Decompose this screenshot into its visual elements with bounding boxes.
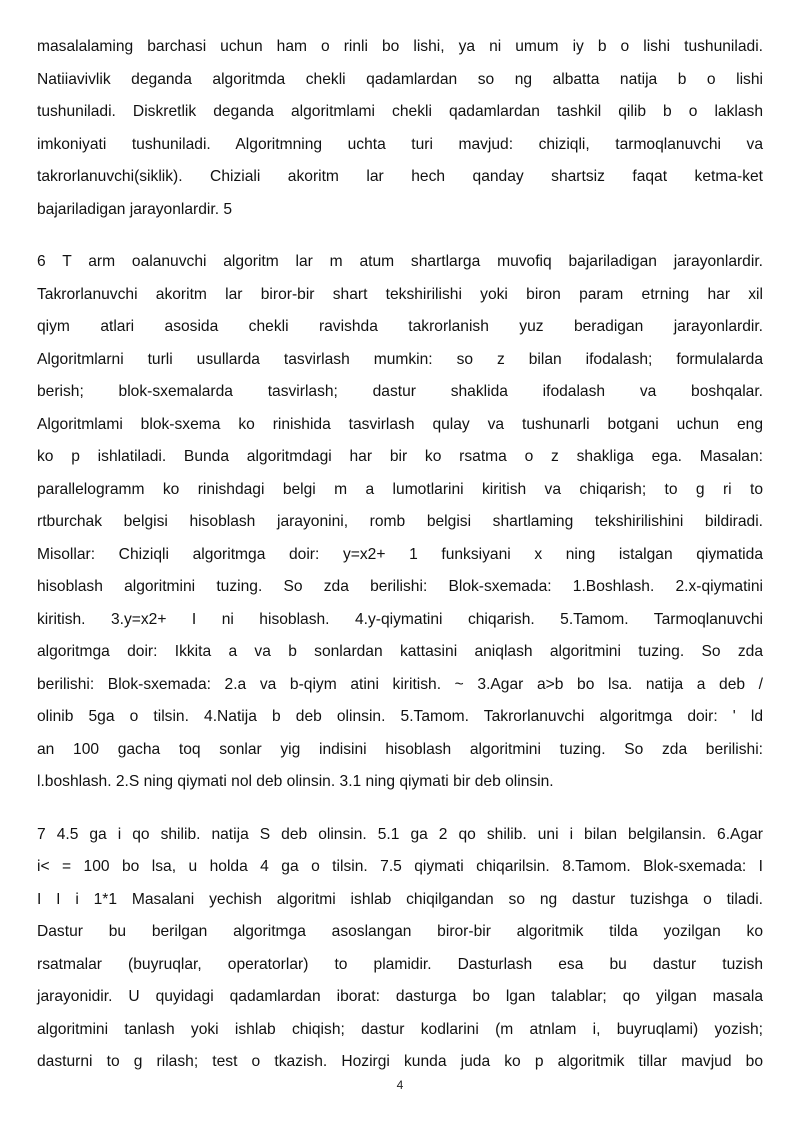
text-line: rsatmalar (buyruqlar, operatorlar) to plamidir. Dasturlash esa bu dastur tuzish	[37, 955, 763, 973]
text-line: Misollar: Chiziqli algoritmga doir: y=x2+ 1 funksiyani x ning istalgan qiymatida	[37, 545, 763, 563]
text-line: jarayonidir. U quyidagi qadamlardan iborat: dasturga bo lgan talablar; qo yilgan masala	[37, 988, 763, 1005]
text-line: an 100 gacha toq sonlar yig indisini hisoblash algoritmini tuzing. So zda berilishi:	[37, 740, 763, 758]
text-line: Algoritmlami blok-sxema ko rinishida tasvirlash qulay va tushunarli botgani uchun eng	[37, 415, 763, 433]
text-line: masalalaming barchasi uchun ham o rinli bo lishi, ya ni umum iy b o lishi tushuniladi.	[37, 38, 763, 55]
text-line: 7 4.5 ga i qo shilib. natija S deb olinsin. 5.1 ga 2 qo shilib. uni i bilan belgilansin. 6.Agar	[37, 825, 763, 843]
text-line: parallelogramm ko rinishdagi belgi m a lumotlarini kiritish va chiqarish; to g ri to	[37, 480, 763, 498]
text-line: I I i 1*1 Masalani yechish algoritmi ishlab chiqilgandan so ng dastur tuzishga o tiladi.	[37, 890, 763, 908]
text-line: i< = 100 bo lsa, u holda 4 ga o tilsin. 7.5 qiymati chiqarilsin. 8.Tamom. Blok-sxemada: I	[37, 858, 763, 875]
paragraph-3	[37, 819, 763, 1079]
text-line: tushuniladi. Diskretlik deganda algoritmlami chekli qadamlardan tashkil qilib b o laklash	[37, 103, 763, 120]
text-line: berish; blok-sxemalarda tasvirlash; dastur shaklida ifodalash va boshqalar.	[37, 383, 763, 400]
text-line: takrorlanuvchi(siklik). Chiziali akoritm lar hech qanday shartsiz faqat ketma-ket	[37, 168, 763, 185]
text-line: Natiiavivlik deganda algoritmda chekli qadamlardan so ng albatta natija b o lishi	[37, 70, 763, 88]
paragraph-2	[37, 246, 763, 799]
text-line: dasturni to g rilash; test o tkazish. Hozirgi kunda juda ko p algoritmik tillar mavjud bo	[37, 1053, 763, 1070]
text-line: imkoniyati tushuniladi. Algoritmning uchta turi mavjud: chiziqli, tarmoqlanuvchi va	[37, 135, 763, 153]
text-line: rtburchak belgisi hisoblash jarayonini, romb belgisi shartlaming tekshirilishini bildiradi.	[37, 513, 763, 530]
text-line: 6 T arm oalanuvchi algoritm lar m atum shartlarga muvofiq bajariladigan jarayonlardir.	[37, 253, 763, 270]
document-body	[37, 31, 763, 1099]
text-line: bajariladigan jarayonlardir. 5	[37, 200, 233, 218]
paragraph-1	[37, 31, 763, 226]
text-line: qiym atlari asosida chekli ravishda takrorlanish yuz beradigan jarayonlardir.	[37, 318, 763, 335]
text-line: hisoblash algoritmini tuzing. So zda berilishi: Blok-sxemada: 1.Boshlash. 2.x-qiymatini	[37, 578, 763, 595]
text-line: Dastur bu berilgan algoritmga asoslangan biror-bir algoritmik tilda yozilgan ko	[37, 923, 763, 940]
text-line: Algoritmlarni turli usullarda tasvirlash mumkin: so z bilan ifodalash; formulalarda	[37, 350, 763, 368]
text-line: berilishi: Blok-sxemada: 2.a va b-qiym atini kiritish. ~ 3.Agar a>b bo lsa. natija a deb /	[37, 675, 763, 693]
text-line: kiritish. 3.y=x2+ I ni hisoblash. 4.y-qiymatini chiqarish. 5.Tamom. Tarmoqlanuvchi	[37, 610, 763, 628]
text-line: olinib 5ga o tilsin. 4.Natija b deb olinsin. 5.Tamom. Takrorlanuvchi algoritmga doir: ' ld	[37, 708, 763, 725]
text-line: Takrorlanuvchi akoritm lar biror-bir shart tekshirilishi yoki biron param etrning har xil	[37, 285, 763, 303]
text-line: algoritmga doir: Ikkita a va b sonlardan kattasini aniqlash algoritmini tuzing. So zda	[37, 643, 763, 660]
page-number: 4	[396, 1078, 404, 1092]
text-line: algoritmini tanlash yoki ishlab chiqish; dastur kodlarini (m atnlam i, buyruqlami) yozish;	[37, 1020, 763, 1038]
text-line: l.boshlash. 2.S ning qiymati nol deb olinsin. 3.1 ning qiymati bir deb olinsin.	[37, 773, 554, 790]
text-line: ko p ishlatiladi. Bunda algoritmdagi har bir ko rsatma o z shakliga ega. Masalan:	[37, 448, 763, 465]
